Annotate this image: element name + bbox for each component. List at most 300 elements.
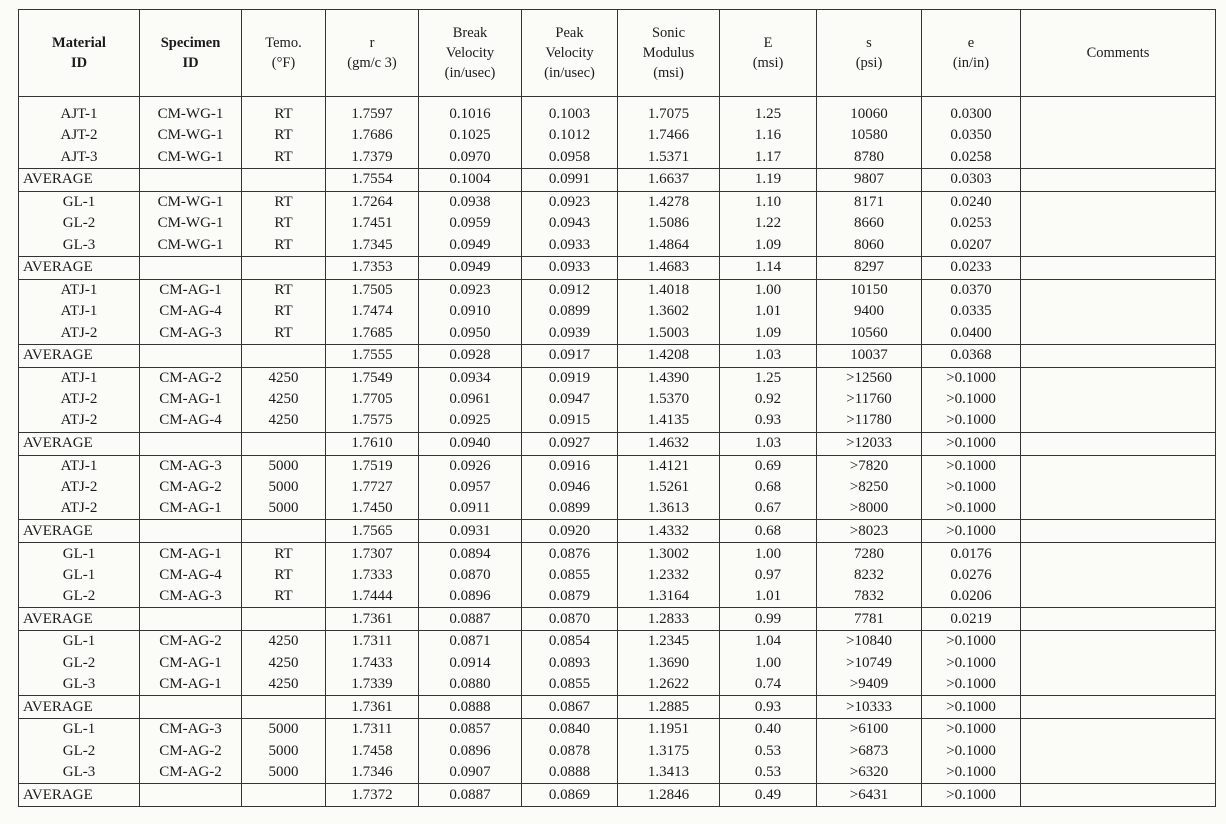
density-cell: 1.7433 (326, 653, 419, 674)
table-row (19, 301, 1216, 322)
strength-cell: 8171 (817, 191, 922, 213)
sonic-modulus-cell: 1.5086 (618, 213, 720, 234)
e-cell: 0.93 (720, 410, 817, 432)
temp-cell: RT (242, 301, 326, 322)
specimen-id-cell (140, 344, 242, 367)
comments-cell (1021, 344, 1216, 367)
comments-cell (1021, 322, 1216, 344)
e-cell: 0.49 (720, 784, 817, 807)
peak-velocity-cell: 0.0991 (522, 168, 618, 191)
temp-cell: 5000 (242, 762, 326, 784)
specimen-id-cell: CM-AG-1 (140, 543, 242, 565)
break-velocity-cell: 0.0961 (419, 389, 522, 410)
temp-cell: 5000 (242, 455, 326, 477)
e-cell: 1.10 (720, 191, 817, 213)
strength-cell: 7280 (817, 543, 922, 565)
density-cell: 1.7311 (326, 631, 419, 653)
comments-cell (1021, 586, 1216, 608)
comments-cell (1021, 784, 1216, 807)
strength-cell: >7820 (817, 455, 922, 477)
density-cell: 1.7311 (326, 719, 419, 741)
break-velocity-cell: 0.0887 (419, 608, 522, 631)
specimen-id-cell: CM-AG-1 (140, 498, 242, 520)
specimen-id-cell: CM-WG-1 (140, 147, 242, 169)
density-cell: 1.7450 (326, 498, 419, 520)
peak-velocity-cell: 0.0854 (522, 631, 618, 653)
peak-velocity-cell (522, 97, 618, 105)
temp-cell (242, 256, 326, 279)
peak-velocity-cell: 0.0947 (522, 389, 618, 410)
sonic-modulus-cell: 1.5003 (618, 322, 720, 344)
break-velocity-cell: 0.0934 (419, 367, 522, 389)
break-velocity-cell: 0.0911 (419, 498, 522, 520)
table-row (19, 104, 1216, 125)
temp-cell (242, 432, 326, 455)
strain-cell: >0.1000 (922, 477, 1021, 498)
break-velocity-cell: 0.0888 (419, 696, 522, 719)
strength-cell: >8250 (817, 477, 922, 498)
strength-cell: >10840 (817, 631, 922, 653)
strength-cell: 8060 (817, 234, 922, 256)
comments-cell (1021, 301, 1216, 322)
table-row (19, 477, 1216, 498)
density-cell (326, 97, 419, 105)
strength-cell: 7832 (817, 586, 922, 608)
table-row (19, 147, 1216, 169)
comments-cell (1021, 97, 1216, 105)
table-row (19, 762, 1216, 784)
sonic-modulus-cell: 1.4018 (618, 279, 720, 301)
header-comments (1021, 10, 1216, 97)
strength-cell: 7781 (817, 608, 922, 631)
strain-cell: >0.1000 (922, 741, 1021, 762)
sonic-modulus-cell: 1.3413 (618, 762, 720, 784)
break-velocity-cell: 0.0880 (419, 674, 522, 696)
material-id-cell: GL-1 (19, 565, 140, 586)
comments-cell (1021, 279, 1216, 301)
sonic-modulus-cell: 1.4121 (618, 455, 720, 477)
sonic-modulus-cell: 1.1951 (618, 719, 720, 741)
average-row (19, 520, 1216, 543)
comments-cell (1021, 147, 1216, 169)
density-cell: 1.7307 (326, 543, 419, 565)
header-text-line: Comments (1086, 45, 1150, 61)
e-cell: 1.00 (720, 543, 817, 565)
material-id-cell: AVERAGE (19, 256, 140, 279)
header-text-line: ID (70, 55, 88, 71)
strength-cell: >8023 (817, 520, 922, 543)
e-cell: 0.68 (720, 477, 817, 498)
peak-velocity-cell: 0.0912 (522, 279, 618, 301)
break-velocity-cell (419, 97, 522, 105)
strain-cell: >0.1000 (922, 432, 1021, 455)
peak-velocity-cell: 0.0946 (522, 477, 618, 498)
density-cell: 1.7345 (326, 234, 419, 256)
temp-cell: 5000 (242, 719, 326, 741)
temp-cell: 5000 (242, 477, 326, 498)
sonic-modulus-cell: 1.7466 (618, 125, 720, 146)
header-strength (817, 10, 922, 97)
material-id-cell: ATJ-2 (19, 410, 140, 432)
material-id-cell: AJT-3 (19, 147, 140, 169)
e-cell: 1.25 (720, 367, 817, 389)
material-id-cell: GL-3 (19, 234, 140, 256)
specimen-id-cell: CM-AG-4 (140, 565, 242, 586)
strain-cell: 0.0233 (922, 256, 1021, 279)
header-text-line: (psi) (855, 55, 883, 71)
material-id-cell: AJT-1 (19, 104, 140, 125)
temp-cell: 4250 (242, 410, 326, 432)
header-text-line: Peak (555, 25, 584, 41)
material-id-cell: ATJ-2 (19, 322, 140, 344)
density-cell: 1.7458 (326, 741, 419, 762)
average-row (19, 344, 1216, 367)
break-velocity-cell: 0.0931 (419, 520, 522, 543)
e-cell: 1.01 (720, 586, 817, 608)
specimen-id-cell (140, 696, 242, 719)
temp-cell: RT (242, 191, 326, 213)
header-temp (242, 10, 326, 97)
strength-cell: 10150 (817, 279, 922, 301)
table-row (19, 213, 1216, 234)
specimen-id-cell: CM-AG-1 (140, 653, 242, 674)
comments-cell (1021, 762, 1216, 784)
e-cell: 0.67 (720, 498, 817, 520)
density-cell: 1.7575 (326, 410, 419, 432)
table-row (19, 455, 1216, 477)
sonic-modulus-cell: 1.3175 (618, 741, 720, 762)
temp-cell: RT (242, 125, 326, 146)
strength-cell: 8297 (817, 256, 922, 279)
break-velocity-cell: 0.0870 (419, 565, 522, 586)
header-text-line: e (967, 35, 975, 51)
comments-cell (1021, 125, 1216, 146)
e-cell: 1.22 (720, 213, 817, 234)
peak-velocity-cell: 0.0899 (522, 498, 618, 520)
material-id-cell: AVERAGE (19, 608, 140, 631)
table-row (19, 234, 1216, 256)
header-text-line: Velocity (545, 45, 594, 61)
specimen-id-cell (140, 784, 242, 807)
table-row (19, 719, 1216, 741)
break-velocity-cell: 0.0914 (419, 653, 522, 674)
material-id-cell: GL-2 (19, 213, 140, 234)
strain-cell: >0.1000 (922, 653, 1021, 674)
strength-cell: >10749 (817, 653, 922, 674)
header-text-line: (in/in) (952, 55, 990, 71)
specimen-id-cell: CM-WG-1 (140, 234, 242, 256)
strength-cell: 9807 (817, 168, 922, 191)
comments-cell (1021, 520, 1216, 543)
strain-cell: >0.1000 (922, 520, 1021, 543)
header-break-velocity (419, 10, 522, 97)
sonic-modulus-cell: 1.4683 (618, 256, 720, 279)
average-row (19, 256, 1216, 279)
strength-cell: 8232 (817, 565, 922, 586)
break-velocity-cell: 0.0907 (419, 762, 522, 784)
comments-cell (1021, 213, 1216, 234)
table-row (19, 653, 1216, 674)
break-velocity-cell: 0.0959 (419, 213, 522, 234)
header-text-line: (°F) (271, 55, 296, 71)
density-cell: 1.7705 (326, 389, 419, 410)
e-cell: 1.00 (720, 279, 817, 301)
comments-cell (1021, 543, 1216, 565)
comments-cell (1021, 168, 1216, 191)
peak-velocity-cell: 0.0899 (522, 301, 618, 322)
material-test-table (18, 9, 1216, 807)
break-velocity-cell: 0.0896 (419, 741, 522, 762)
specimen-id-cell (140, 168, 242, 191)
e-cell: 1.04 (720, 631, 817, 653)
peak-velocity-cell: 0.0916 (522, 455, 618, 477)
header-row (19, 10, 1216, 97)
comments-cell (1021, 565, 1216, 586)
header-text-line: Modulus (642, 45, 695, 61)
material-id-cell: ATJ-1 (19, 301, 140, 322)
comments-cell (1021, 410, 1216, 432)
data-table-sheet (18, 9, 1215, 807)
header-text-line: r (369, 35, 375, 51)
strength-cell: >11760 (817, 389, 922, 410)
peak-velocity-cell: 0.0939 (522, 322, 618, 344)
peak-velocity-cell: 0.0867 (522, 696, 618, 719)
strength-cell: >10333 (817, 696, 922, 719)
break-velocity-cell: 0.0928 (419, 344, 522, 367)
peak-velocity-cell: 0.0879 (522, 586, 618, 608)
strength-cell: >8000 (817, 498, 922, 520)
material-id-cell: GL-3 (19, 674, 140, 696)
specimen-id-cell: CM-AG-3 (140, 322, 242, 344)
sonic-modulus-cell: 1.3602 (618, 301, 720, 322)
table-row (19, 543, 1216, 565)
header-text-line: Material (52, 35, 106, 51)
strain-cell: >0.1000 (922, 410, 1021, 432)
strength-cell (817, 97, 922, 105)
strength-cell: >6100 (817, 719, 922, 741)
spacer-row (19, 97, 1216, 105)
e-cell: 1.01 (720, 301, 817, 322)
break-velocity-cell: 0.0938 (419, 191, 522, 213)
temp-cell: RT (242, 586, 326, 608)
sonic-modulus-cell: 1.2846 (618, 784, 720, 807)
break-velocity-cell: 0.1004 (419, 168, 522, 191)
strain-cell: 0.0303 (922, 168, 1021, 191)
material-id-cell: AVERAGE (19, 520, 140, 543)
sonic-modulus-cell: 1.7075 (618, 104, 720, 125)
peak-velocity-cell: 0.0878 (522, 741, 618, 762)
sonic-modulus-cell: 1.3164 (618, 586, 720, 608)
header-text-line: Break (452, 25, 488, 41)
density-cell: 1.7555 (326, 344, 419, 367)
strain-cell: 0.0350 (922, 125, 1021, 146)
strength-cell: >6873 (817, 741, 922, 762)
table-row (19, 191, 1216, 213)
material-id-cell: AJT-2 (19, 125, 140, 146)
sonic-modulus-cell: 1.3613 (618, 498, 720, 520)
header-text-line: (msi) (752, 55, 784, 71)
material-id-cell: ATJ-2 (19, 498, 140, 520)
material-id-cell: AVERAGE (19, 344, 140, 367)
temp-cell: 4250 (242, 653, 326, 674)
density-cell: 1.7610 (326, 432, 419, 455)
e-cell: 0.74 (720, 674, 817, 696)
sonic-modulus-cell: 1.5370 (618, 389, 720, 410)
e-cell: 1.16 (720, 125, 817, 146)
comments-cell (1021, 234, 1216, 256)
comments-cell (1021, 696, 1216, 719)
break-velocity-cell: 0.0970 (419, 147, 522, 169)
density-cell: 1.7685 (326, 322, 419, 344)
e-cell: 1.09 (720, 322, 817, 344)
temp-cell: RT (242, 213, 326, 234)
strength-cell: >12560 (817, 367, 922, 389)
table-row (19, 279, 1216, 301)
e-cell: 1.03 (720, 344, 817, 367)
table-row (19, 631, 1216, 653)
break-velocity-cell: 0.1025 (419, 125, 522, 146)
peak-velocity-cell: 0.0870 (522, 608, 618, 631)
temp-cell: RT (242, 234, 326, 256)
peak-velocity-cell: 0.0933 (522, 234, 618, 256)
sonic-modulus-cell: 1.2332 (618, 565, 720, 586)
strength-cell: >11780 (817, 410, 922, 432)
header-sonic-modulus (618, 10, 720, 97)
strain-cell: >0.1000 (922, 498, 1021, 520)
header-material-id (19, 10, 140, 97)
comments-cell (1021, 498, 1216, 520)
material-id-cell: GL-3 (19, 762, 140, 784)
comments-cell (1021, 631, 1216, 653)
specimen-id-cell (140, 608, 242, 631)
specimen-id-cell: CM-AG-2 (140, 741, 242, 762)
e-cell: 0.68 (720, 520, 817, 543)
material-id-cell: GL-1 (19, 719, 140, 741)
specimen-id-cell: CM-AG-2 (140, 762, 242, 784)
sonic-modulus-cell: 1.6637 (618, 168, 720, 191)
density-cell: 1.7361 (326, 696, 419, 719)
e-cell: 0.40 (720, 719, 817, 741)
specimen-id-cell (140, 520, 242, 543)
strength-cell: 10560 (817, 322, 922, 344)
average-row (19, 696, 1216, 719)
e-cell: 1.03 (720, 432, 817, 455)
strain-cell: >0.1000 (922, 367, 1021, 389)
peak-velocity-cell: 0.0888 (522, 762, 618, 784)
header-text-line: Temo. (265, 35, 302, 51)
strain-cell: 0.0258 (922, 147, 1021, 169)
strength-cell: 8660 (817, 213, 922, 234)
temp-cell: 5000 (242, 741, 326, 762)
strain-cell: >0.1000 (922, 455, 1021, 477)
peak-velocity-cell: 0.1012 (522, 125, 618, 146)
strength-cell: >9409 (817, 674, 922, 696)
density-cell: 1.7451 (326, 213, 419, 234)
average-row (19, 784, 1216, 807)
break-velocity-cell: 0.0949 (419, 234, 522, 256)
header-text-line: s (866, 35, 872, 51)
specimen-id-cell: CM-AG-3 (140, 455, 242, 477)
temp-cell (242, 520, 326, 543)
strain-cell (922, 97, 1021, 105)
header-strain (922, 10, 1021, 97)
table-row (19, 741, 1216, 762)
density-cell: 1.7549 (326, 367, 419, 389)
density-cell: 1.7339 (326, 674, 419, 696)
strain-cell: 0.0240 (922, 191, 1021, 213)
material-id-cell: AVERAGE (19, 432, 140, 455)
peak-velocity-cell: 0.0869 (522, 784, 618, 807)
peak-velocity-cell: 0.0919 (522, 367, 618, 389)
break-velocity-cell: 0.0857 (419, 719, 522, 741)
density-cell: 1.7361 (326, 608, 419, 631)
peak-velocity-cell: 0.0915 (522, 410, 618, 432)
e-cell: 1.19 (720, 168, 817, 191)
comments-cell (1021, 653, 1216, 674)
e-cell: 1.17 (720, 147, 817, 169)
comments-cell (1021, 256, 1216, 279)
specimen-id-cell: CM-AG-2 (140, 631, 242, 653)
peak-velocity-cell: 0.0927 (522, 432, 618, 455)
density-cell: 1.7372 (326, 784, 419, 807)
density-cell: 1.7346 (326, 762, 419, 784)
comments-cell (1021, 104, 1216, 125)
specimen-id-cell: CM-AG-2 (140, 367, 242, 389)
density-cell: 1.7554 (326, 168, 419, 191)
peak-velocity-cell: 0.0855 (522, 565, 618, 586)
e-cell: 1.25 (720, 104, 817, 125)
temp-cell (242, 696, 326, 719)
e-cell: 0.53 (720, 741, 817, 762)
strength-cell: >12033 (817, 432, 922, 455)
sonic-modulus-cell: 1.4208 (618, 344, 720, 367)
peak-velocity-cell: 0.0893 (522, 653, 618, 674)
density-cell: 1.7505 (326, 279, 419, 301)
header-text-line: (msi) (653, 65, 684, 81)
sonic-modulus-cell: 1.2833 (618, 608, 720, 631)
table-row (19, 565, 1216, 586)
e-cell: 1.00 (720, 653, 817, 674)
specimen-id-cell: CM-AG-2 (140, 477, 242, 498)
comments-cell (1021, 191, 1216, 213)
material-id-cell: GL-1 (19, 631, 140, 653)
specimen-id-cell: CM-AG-1 (140, 279, 242, 301)
density-cell: 1.7474 (326, 301, 419, 322)
comments-cell (1021, 367, 1216, 389)
temp-cell (242, 344, 326, 367)
temp-cell (242, 784, 326, 807)
break-velocity-cell: 0.0871 (419, 631, 522, 653)
break-velocity-cell: 0.0949 (419, 256, 522, 279)
material-id-cell: AVERAGE (19, 168, 140, 191)
temp-cell: RT (242, 565, 326, 586)
average-row (19, 432, 1216, 455)
peak-velocity-cell: 0.0958 (522, 147, 618, 169)
e-cell: 0.69 (720, 455, 817, 477)
material-id-cell: ATJ-1 (19, 367, 140, 389)
strain-cell: >0.1000 (922, 631, 1021, 653)
material-id-cell: ATJ-1 (19, 279, 140, 301)
header-text-line: (in/usec) (444, 65, 496, 81)
break-velocity-cell: 0.0926 (419, 455, 522, 477)
e-cell: 1.09 (720, 234, 817, 256)
peak-velocity-cell: 0.0920 (522, 520, 618, 543)
peak-velocity-cell: 0.1003 (522, 104, 618, 125)
temp-cell (242, 97, 326, 105)
temp-cell: RT (242, 147, 326, 169)
sonic-modulus-cell: 1.5371 (618, 147, 720, 169)
break-velocity-cell: 0.0957 (419, 477, 522, 498)
